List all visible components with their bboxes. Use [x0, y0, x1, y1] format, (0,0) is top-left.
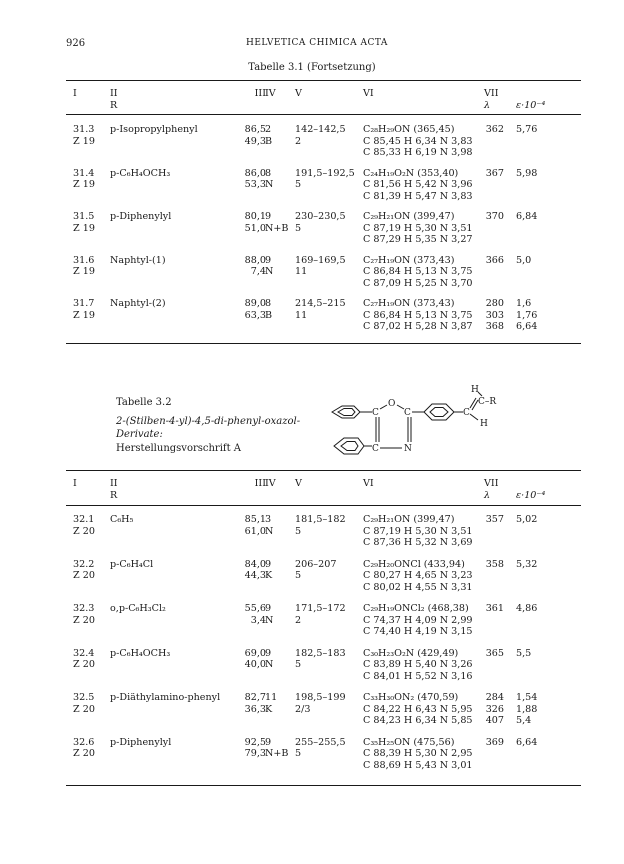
- cell-iv: 8: [265, 167, 272, 179]
- cell-iv: 2: [265, 124, 272, 135]
- cell-vi: C 88,39 H 5,30 N 2,95: [363, 748, 473, 759]
- cell-v: 142–142,5: [295, 124, 346, 135]
- cell-eps: 1,88: [516, 703, 538, 715]
- benzene-ring-left: [332, 406, 360, 418]
- cell-iv: B: [265, 135, 273, 147]
- cell-v: 2/3: [295, 703, 311, 715]
- cell-vi: C 86,84 H 5,13 N 3,75: [363, 309, 473, 321]
- cell-iii: 69,0: [244, 647, 266, 659]
- cell-v: 5: [295, 748, 302, 759]
- structure-atom-o: O: [388, 399, 396, 409]
- cell-vi: C 87,29 H 5,35 N 3,27: [363, 234, 473, 245]
- structure-atom-cr: C–R: [478, 397, 497, 407]
- cell-vi: C 87,09 H 5,25 N 3,70: [363, 277, 473, 289]
- cell-iv: 8: [265, 298, 272, 309]
- cell-iv: N: [265, 659, 274, 670]
- cell-lam: 362: [485, 124, 504, 135]
- cell-vi: C 87,19 H 5,30 N 3,51: [363, 525, 473, 537]
- cell-iii: 82,7: [244, 692, 266, 703]
- cell-vi: C₂₄H₁₉O₂N (353,40): [363, 167, 459, 179]
- header-lambda: λ: [484, 100, 491, 111]
- cell-vi: C 87,19 H 5,30 N 3,51: [363, 222, 473, 234]
- header-vi: VI: [363, 478, 374, 489]
- header-iv: IV: [265, 478, 276, 489]
- cell-lam: 365: [485, 647, 504, 659]
- benzene-ring-bottom: [334, 438, 364, 454]
- cell-iv: 9: [265, 647, 272, 659]
- page-number: 926: [66, 38, 86, 49]
- cell-iii: 53,3: [244, 179, 266, 190]
- cell-iv: N: [265, 179, 274, 190]
- cell-vi: C 87,36 H 5,32 N 3,69: [363, 537, 473, 548]
- cell-eps: 6,64: [516, 736, 538, 748]
- cell-lam: 303: [485, 309, 504, 321]
- cell-v: 182,5–183: [295, 647, 346, 659]
- cell-iv: N: [265, 614, 274, 626]
- compound-z-code: Z 19: [73, 309, 95, 321]
- header-vii: VII: [484, 478, 499, 489]
- compound-id: 31.4: [73, 167, 95, 179]
- cell-iv: K: [265, 570, 273, 581]
- table-3-2-header-rule: [66, 505, 581, 506]
- table-3-1-caption: Tabelle 3.1 (Fortsetzung): [248, 62, 376, 73]
- cell-v: 230–230,5: [295, 211, 346, 222]
- cell-iii: 86,0: [244, 167, 266, 179]
- cell-lam: 370: [485, 211, 504, 222]
- table-3-2-subtitle-1: 2-(Stilben-4-yl)-4,5-di-phenyl-oxazol-: [116, 416, 301, 427]
- cell-eps: 5,02: [516, 514, 538, 525]
- cell-v: 181,5–182: [295, 514, 346, 525]
- cell-vi: C 83,89 H 5,40 N 3,26: [363, 659, 473, 670]
- header-i: I: [73, 478, 77, 489]
- cell-v: 11: [295, 266, 308, 277]
- cell-iv: N: [265, 266, 274, 277]
- cell-vi: C 80,02 H 4,55 N 3,31: [363, 581, 473, 593]
- header-ii: II: [110, 478, 118, 489]
- cell-iii: 61,0: [244, 525, 266, 537]
- cell-iii: 86,5: [244, 124, 266, 135]
- structure-atom-c1: C: [372, 408, 379, 418]
- cell-lam: 368: [485, 321, 504, 332]
- header-vi: VI: [363, 88, 374, 99]
- cell-v: 2: [295, 135, 302, 147]
- cell-vi: C 80,27 H 4,65 N 3,23: [363, 570, 473, 581]
- cell-vi: C 87,02 H 5,28 N 3,87: [363, 321, 473, 332]
- cell-iv: 11: [265, 692, 278, 703]
- cell-iv: B: [265, 309, 273, 321]
- cell-v: 191,5–192,5: [295, 167, 355, 179]
- cell-vi: C₃₅H₂₅ON (475,56): [363, 736, 455, 748]
- cell-lam: 357: [485, 514, 504, 525]
- cell-eps: 6,84: [516, 211, 538, 222]
- cell-eps: 1,54: [516, 692, 538, 703]
- header-ii: II: [110, 88, 118, 99]
- cell-iii: 92,5: [244, 736, 266, 748]
- cell-v: 2: [295, 614, 302, 626]
- cell-iii: 3,4: [250, 614, 266, 626]
- cell-iv: 9: [265, 603, 272, 614]
- cell-vi: C₂₉H₁₉ONCl₂ (468,38): [363, 603, 469, 614]
- compound-id: 31.3: [73, 124, 95, 135]
- cell-iv: 3: [265, 514, 272, 525]
- cell-iii: 88,0: [244, 254, 266, 266]
- substituent-r: p-C₆H₄OCH₃: [110, 647, 171, 659]
- benzene-ring-middle: [424, 404, 454, 420]
- table-3-2-bottom-rule: [66, 785, 581, 786]
- header-iv: IV: [265, 88, 276, 99]
- compound-z-code: Z 20: [73, 748, 95, 759]
- cell-lam: 369: [485, 736, 504, 748]
- cell-iv: N: [265, 525, 274, 537]
- compound-z-code: Z 20: [73, 614, 95, 626]
- header-r: R: [110, 100, 118, 111]
- table-3-1-top-rule: [66, 80, 581, 81]
- cell-v: 169–169,5: [295, 254, 346, 266]
- cell-iii: 85,1: [244, 514, 266, 525]
- header-v: V: [295, 88, 302, 99]
- compound-z-code: Z 20: [73, 525, 95, 537]
- table-3-2-subtitle-2: Derivate:: [116, 429, 163, 440]
- cell-vi: C₃₀H₂₃O₂N (429,49): [363, 647, 459, 659]
- cell-iii: 84,0: [244, 558, 266, 570]
- cell-vi: C 84,23 H 6,34 N 5,85: [363, 715, 473, 726]
- cell-v: 171,5–172: [295, 603, 346, 614]
- compound-id: 31.7: [73, 298, 95, 309]
- journal-title: HELVETICA CHIMICA ACTA: [246, 38, 388, 48]
- cell-v: 11: [295, 309, 308, 321]
- compound-z-code: Z 20: [73, 703, 95, 715]
- cell-iv: 9: [265, 558, 272, 570]
- cell-v: 5: [295, 222, 302, 234]
- cell-eps: 6,64: [516, 321, 538, 332]
- compound-id: 32.6: [73, 736, 95, 748]
- compound-id: 32.5: [73, 692, 95, 703]
- cell-eps: 5,5: [516, 647, 532, 659]
- compound-z-code: Z 20: [73, 570, 95, 581]
- substituent-r: p-C₆H₄Cl: [110, 558, 154, 570]
- cell-vi: C₃₃H₃₀ON₂ (470,59): [363, 692, 459, 703]
- cell-eps: 1,76: [516, 309, 538, 321]
- cell-v: 5: [295, 525, 302, 537]
- substituent-r: p-Diäthylamino-phenyl: [110, 692, 221, 703]
- substituent-r: Naphtyl-(2): [110, 298, 166, 309]
- table-3-2-top-rule: [66, 470, 581, 471]
- cell-iv: K: [265, 703, 273, 715]
- cell-v: 214,5–215: [295, 298, 346, 309]
- cell-vi: C 84,22 H 6,43 N 5,95: [363, 703, 473, 715]
- cell-vi: C₂₈H₂₉ON (365,45): [363, 124, 455, 135]
- header-iii: III: [254, 88, 266, 99]
- compound-id: 32.2: [73, 558, 95, 570]
- cell-iii: 80,1: [244, 211, 266, 222]
- substituent-r: p-C₆H₄OCH₃: [110, 167, 171, 179]
- cell-iii: 51,0: [244, 222, 266, 234]
- cell-iii: 36,3: [244, 703, 266, 715]
- compound-id: 32.4: [73, 647, 95, 659]
- header-epsilon: ε·10⁻⁴: [516, 490, 546, 501]
- cell-iv: 9: [265, 254, 272, 266]
- cell-v: 5: [295, 659, 302, 670]
- cell-vi: C 88,69 H 5,43 N 3,01: [363, 759, 473, 771]
- cell-iv: N+B: [265, 748, 289, 759]
- structure-atom-c2: C: [404, 408, 411, 418]
- cell-vi: C 74,37 H 4,09 N 2,99: [363, 614, 473, 626]
- substituent-r: p-Diphenylyl: [110, 211, 172, 222]
- cell-vi: C 74,40 H 4,19 N 3,15: [363, 626, 473, 637]
- cell-eps: 5,98: [516, 167, 538, 179]
- cell-lam: 366: [485, 254, 504, 266]
- cell-eps: 1,6: [516, 298, 532, 309]
- structure-atom-h1: H: [471, 385, 479, 395]
- cell-eps: 5,76: [516, 124, 538, 135]
- cell-lam: 358: [485, 558, 504, 570]
- cell-eps: 4,86: [516, 603, 538, 614]
- cell-v: 255–255,5: [295, 736, 346, 748]
- cell-v: 5: [295, 570, 302, 581]
- cell-iv: 9: [265, 211, 272, 222]
- cell-iii: 89,0: [244, 298, 266, 309]
- compound-z-code: Z 19: [73, 135, 95, 147]
- table-3-1-header-rule: [66, 114, 581, 115]
- cell-iii: 63,3: [244, 309, 266, 321]
- compound-id: 31.5: [73, 211, 95, 222]
- substituent-r: p-Isopropylphenyl: [110, 124, 198, 135]
- compound-id: 32.1: [73, 514, 95, 525]
- compound-id: 31.6: [73, 254, 95, 266]
- header-v: V: [295, 478, 302, 489]
- compound-id: 32.3: [73, 603, 95, 614]
- cell-lam: 284: [485, 692, 504, 703]
- compound-z-code: Z 19: [73, 266, 95, 277]
- header-lambda: λ: [484, 490, 491, 501]
- cell-vi: C₂₇H₁₉ON (373,43): [363, 254, 455, 266]
- cell-lam: 367: [485, 167, 504, 179]
- substituent-r: C₆H₅: [110, 514, 134, 525]
- cell-vi: C 85,45 H 6,34 N 3,83: [363, 135, 473, 147]
- cell-vi: C 85,33 H 6,19 N 3,98: [363, 147, 473, 158]
- structure-atom-n: N: [404, 444, 412, 454]
- structure-atom-c3: C: [372, 444, 379, 454]
- cell-lam: 361: [485, 603, 504, 614]
- cell-eps: 5,0: [516, 254, 532, 266]
- cell-eps: 5,32: [516, 558, 538, 570]
- header-vii: VII: [484, 88, 499, 99]
- oxazole-structure-diagram: [320, 380, 520, 466]
- cell-v: 5: [295, 179, 302, 190]
- header-iii: III: [254, 478, 266, 489]
- table-3-2-method: Herstellungsvorschrift A: [116, 443, 242, 454]
- table-3-1-bottom-rule: [66, 343, 581, 344]
- compound-z-code: Z 20: [73, 659, 95, 670]
- cell-vi: C 84,01 H 5,52 N 3,16: [363, 670, 473, 682]
- cell-vi: C 81,56 H 5,42 N 3,96: [363, 179, 473, 190]
- cell-vi: C₂₇H₁₉ON (373,43): [363, 298, 455, 309]
- cell-iv: 9: [265, 736, 272, 748]
- cell-vi: C₂₉H₂₁ON (399,47): [363, 211, 455, 222]
- cell-iii: 49,3: [244, 135, 266, 147]
- substituent-r: Naphtyl-(1): [110, 254, 166, 266]
- cell-iii: 55,6: [244, 603, 266, 614]
- cell-iii: 7,4: [250, 266, 266, 277]
- cell-iii: 44,3: [244, 570, 266, 581]
- cell-lam: 326: [485, 703, 504, 715]
- cell-v: 198,5–199: [295, 692, 346, 703]
- cell-eps: 5,4: [516, 715, 532, 726]
- cell-vi: C 81,39 H 5,47 N 3,83: [363, 190, 473, 202]
- structure-atom-c-vinyl: C: [463, 408, 470, 418]
- cell-lam: 407: [485, 715, 504, 726]
- cell-v: 206–207: [295, 558, 337, 570]
- header-epsilon: ε·10⁻⁴: [516, 100, 546, 111]
- cell-vi: C 86,84 H 5,13 N 3,75: [363, 266, 473, 277]
- structure-atom-h2: H: [480, 419, 488, 429]
- header-r: R: [110, 490, 118, 501]
- compound-z-code: Z 19: [73, 179, 95, 190]
- table-3-2-title: Tabelle 3.2: [116, 397, 172, 408]
- cell-vi: C₂₉H₂₀ONCl (433,94): [363, 558, 465, 570]
- substituent-r: o,p-C₆H₃Cl₂: [110, 603, 166, 614]
- cell-iv: N+B: [265, 222, 289, 234]
- header-i: I: [73, 88, 77, 99]
- cell-iii: 40,0: [244, 659, 266, 670]
- cell-vi: C₂₉H₂₁ON (399,47): [363, 514, 455, 525]
- cell-iii: 79,3: [244, 748, 266, 759]
- substituent-r: p-Diphenylyl: [110, 736, 172, 748]
- compound-z-code: Z 19: [73, 222, 95, 234]
- cell-lam: 280: [485, 298, 504, 309]
